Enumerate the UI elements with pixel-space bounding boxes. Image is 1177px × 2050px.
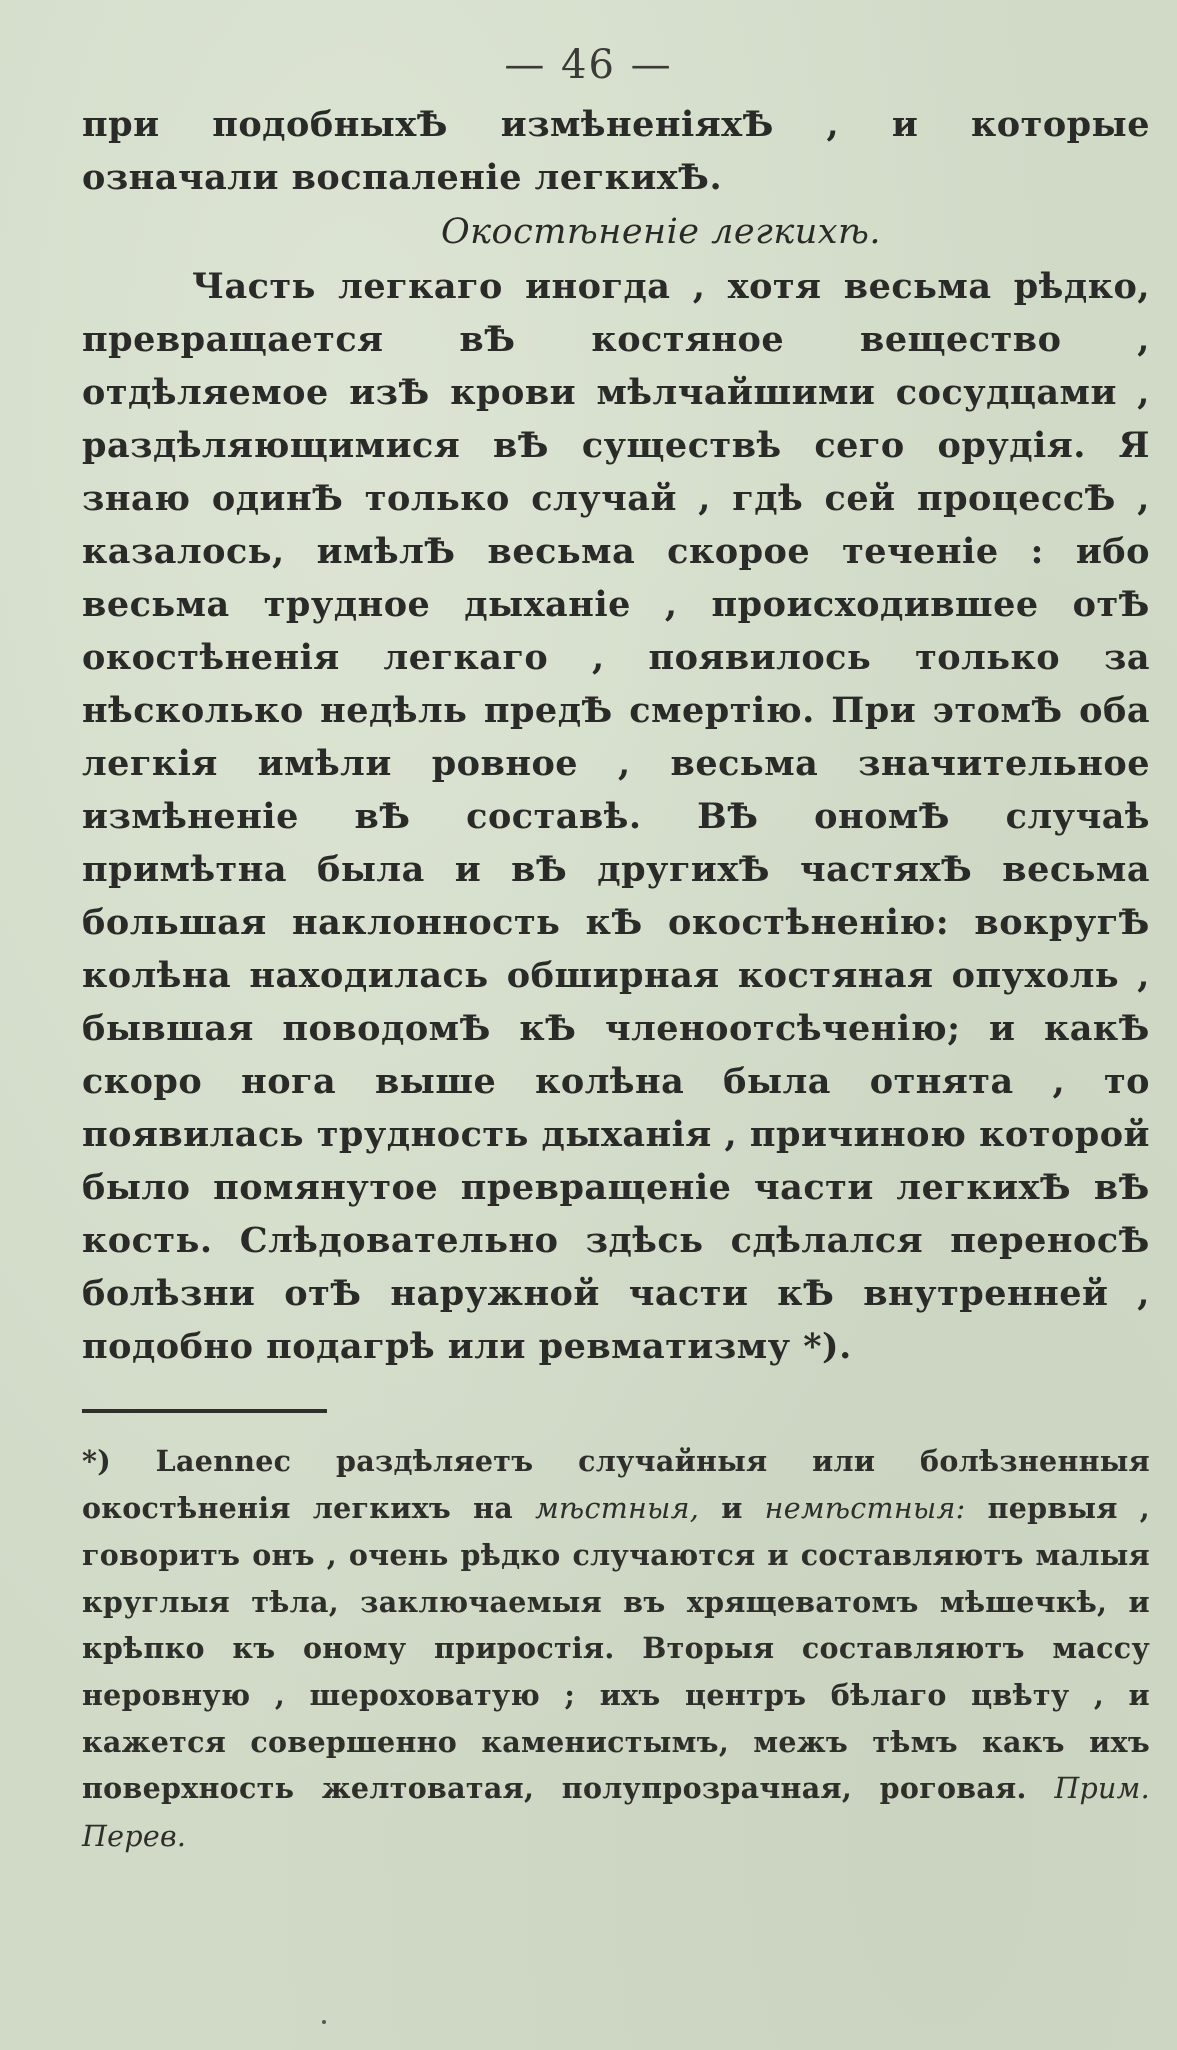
footnote-text-start: Laennec раздѣляетъ случайныя или болѣзненныя окостѣненія легкихъ на — [82, 1444, 1150, 1525]
ink-speck — [322, 2020, 326, 2024]
page-number: — 46 — — [504, 42, 673, 88]
main-text — [82, 98, 1150, 1373]
footnote-term-local: мѣстныя, — [535, 1491, 700, 1525]
footnote-divider — [82, 1409, 327, 1413]
footnote-marker: *) — [82, 1444, 111, 1478]
footnote-conjunction: и — [721, 1490, 743, 1525]
intro-text: при подобныхѢ измѣненіяхѢ , и которые означали воспаленіе легкихѢ. — [82, 104, 1150, 198]
main-paragraph: Часть легкаго иногда , хотя весьма рѣдко, превращается вѢ костяное вещество , отдѣляемое изѢ крови мѣлчайшими сосудцами , раздѣляющимися вѢ существѣ сего орудія. Я знаю одинѢ только случай , гдѣ сей процессѢ , казалось, имѣлѢ весьма скорое теченіе : ибо весьма трудное дыханіе , происходившее отѢ окостѣненія легкаго , появилось только за нѣсколько недѣль предѢ смертію. При этомѢ оба легкія имѣли ровное , весьма значительное измѣненіе вѢ составѣ. ВѢ ономѢ случаѣ примѣтна была и вѢ другихѢ частяхѢ весьма большая наклонность кѢ окостѣненію: вокругѢ колѣна находилась обширная костяная опухоль , бывшая поводомѢ кѢ членоотсѣченію; и какѢ скоро нога выше колѣна была отнята , то появилась трудность дыханія , причиною которой было помянутое превращеніе части легкихѢ вѢ кость. Слѣдовательно здѣсь сдѣлался переносѢ болѣзни отѢ наружной части кѢ внутренней , подобно подагрѣ или ревматизму *). — [82, 266, 1150, 1367]
section-heading: Окостѣненіе легкихѣ. — [440, 212, 882, 252]
footnote-text-rest: первыя , говоритъ онъ , очень рѣдко случаются и составляютъ малыя круглыя тѣла, заключаемыя въ хрящеватомъ мѣшечкѣ, и крѣпко къ оному приростія. Вторыя составляютъ массу неровную , шероховатую ; ихъ центръ бѣлаго цвѣту , и кажется совершенно каменистымъ, межъ тѣмъ какъ ихъ поверхность желтоватая, полупрозрачная, роговая. — [82, 1490, 1150, 1806]
footnote — [82, 1438, 1150, 1860]
footnote-signature: Прим. Перев. — [82, 1772, 1150, 1853]
footnote-term-nonlocal: немѣстныя: — [764, 1491, 966, 1525]
